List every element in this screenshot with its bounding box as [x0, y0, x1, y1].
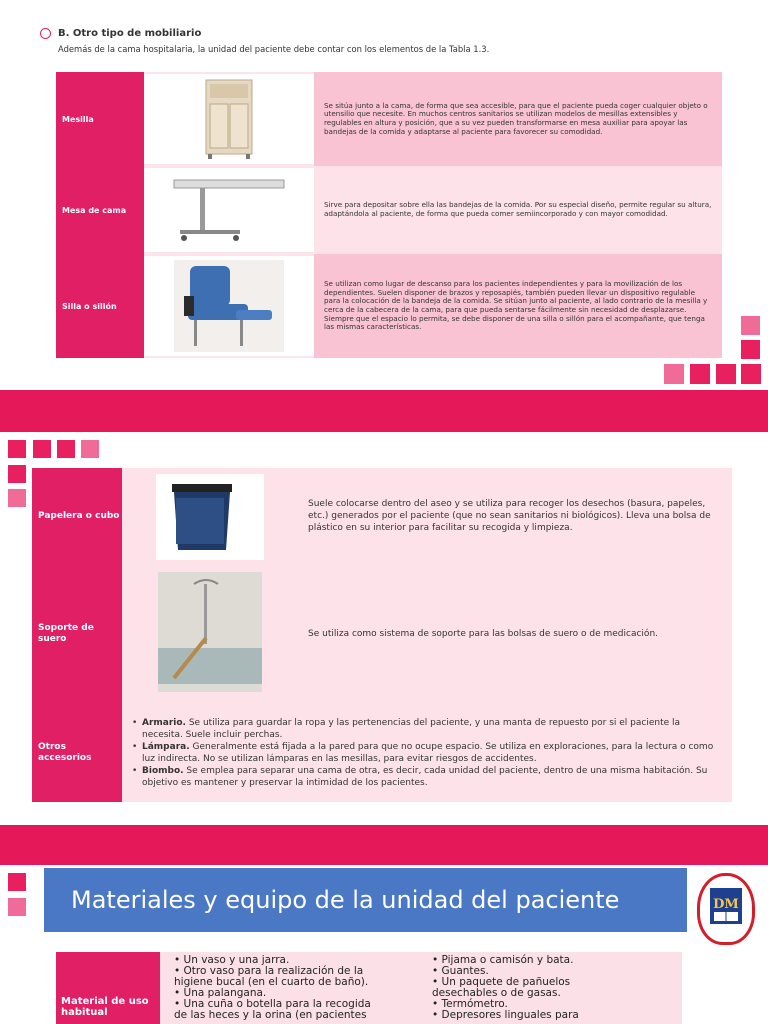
- material-list-right: • Pijama o camisón y bata. • Guantes. • Un paquete de pañuelos desechables o de gasas. • Termómetro. • Depresores linguales para: [432, 954, 579, 1021]
- row-label: Mesilla: [56, 72, 144, 166]
- decor-square: [741, 316, 760, 335]
- soporte-suero-photo: [122, 564, 296, 704]
- row-description: Se utilizan como lugar de descanso para los pacientes independientes y para la movilización de los dependientes. Suelen disponer de brazos y reposapiés, también pueden llevar un dispositivo regulable para la colocación de la bandeja de la comida. Se sitúan junto al paciente, al lado contrario de la mesilla y cerca de la cabecera de la cama, para que pueda sentarse fácilmente sin necesidad de desplazarse. Siempre que el espacio lo permita, se debe disponer de una silla o sillón para el acompañante, que tenga las mismas características.: [314, 254, 722, 358]
- svg-text:DM: DM: [713, 897, 739, 912]
- table-row: [32, 468, 732, 564]
- decor-square: [33, 440, 51, 458]
- sillon-photo: [144, 254, 314, 358]
- row-label: Mesa de cama: [56, 166, 144, 254]
- row-description: Sirve para depositar sobre ella las bandejas de la comida. Por su especial diseño, permite regular su altura, adaptándola al paciente, de forma que pueda comer semiincorporado y con mayor comodidad.: [314, 166, 722, 254]
- decor-square: [8, 898, 26, 916]
- row-description: Se utiliza como sistema de soporte para las bolsas de suero o de medicación.: [296, 564, 732, 704]
- row-label: Soporte de suero: [32, 564, 122, 704]
- school-logo-icon: [697, 873, 755, 945]
- row-label: Otros accesorios: [32, 704, 122, 802]
- decor-square: [57, 440, 75, 458]
- row-label: Papelera o cubo: [32, 468, 122, 564]
- table-row: [56, 166, 722, 254]
- papelera-photo: [122, 468, 296, 564]
- mesa-de-cama-photo: [144, 166, 314, 254]
- list-item: • Armario. Se utiliza para guardar la ropa y las pertenencias del paciente, y una manta de repuesto por si el paciente la necesita. Suele incluir perchas.: [132, 717, 720, 741]
- slide-materiales-equipo: [0, 865, 768, 1024]
- section-bullet-icon: [40, 28, 51, 39]
- decor-square: [8, 489, 26, 507]
- table-row: [56, 72, 722, 166]
- decor-square: [8, 873, 26, 891]
- row-description: Suele colocarse dentro del aseo y se utiliza para recoger los desechos (basura, papeles, etc.) generados por el paciente (que no sean sanitarios ni biológicos). Lleva una bolsa de plástico en su interior para facilitar su recogida y limpieza.: [296, 468, 732, 564]
- slide-otros-elementos: [0, 432, 768, 825]
- row-description: Se sitúa junto a la cama, de forma que sea accesible, para que el paciente pueda coger cualquier objeto o utensilio que necesite. En muchos centros sanitarios se utilizan modelos de mesillas extensibles y regulables en altura y posición, que a su vez pueden transformarse en mesa auxiliar para apoyar las bandejas de la comida y adaptarse al paciente para favorecer su comodidad.: [314, 72, 722, 166]
- intro-text: Además de la cama hospitalaria, la unidad del paciente debe contar con los elementos de la Tabla 1.3.: [58, 44, 490, 54]
- slide-otro-mobiliario: [0, 0, 768, 390]
- table-row: [32, 564, 732, 704]
- decor-square: [741, 340, 760, 359]
- slide-title: Materiales y equipo de la unidad del paciente: [44, 868, 687, 932]
- decor-square: [81, 440, 99, 458]
- slide-separator: [0, 825, 768, 865]
- material-table: [56, 952, 682, 1024]
- decor-square: [664, 364, 684, 384]
- mesilla-photo: [144, 72, 314, 166]
- table-row: [32, 704, 732, 802]
- decor-square: [716, 364, 736, 384]
- row-label: Material de uso habitual: [56, 952, 160, 1024]
- material-list-left: • Un vaso y una jarra. • Otro vaso para la realización de la higiene bucal (en el cuarto de baño). • Una palangana. • Una cuña o botella para la recogida de las heces y la orina (en pacientes: [174, 954, 371, 1021]
- table-row: [56, 254, 722, 358]
- list-item: • Biombo. Se emplea para separar una cama de otra, es decir, cada unidad del paciente, dentro de una misma habitación. Su objetivo es mantener y preservar la intimidad de los pacientes.: [132, 765, 720, 789]
- decor-square: [8, 440, 26, 458]
- accesorios-list: [122, 704, 732, 802]
- decor-square: [741, 364, 761, 384]
- decor-square: [690, 364, 710, 384]
- list-item: • Lámpara. Generalmente está fijada a la pared para que no ocupe espacio. Se utiliza en exploraciones, para la lectura o como luz indirecta. No se utilizan lámparas en las mesillas, para evitar riesgos de accidentes.: [132, 741, 720, 765]
- row-label: Silla o sillón: [56, 254, 144, 358]
- slide-separator: [0, 390, 768, 432]
- decor-square: [8, 465, 26, 483]
- section-title: B. Otro tipo de mobiliario: [58, 28, 202, 39]
